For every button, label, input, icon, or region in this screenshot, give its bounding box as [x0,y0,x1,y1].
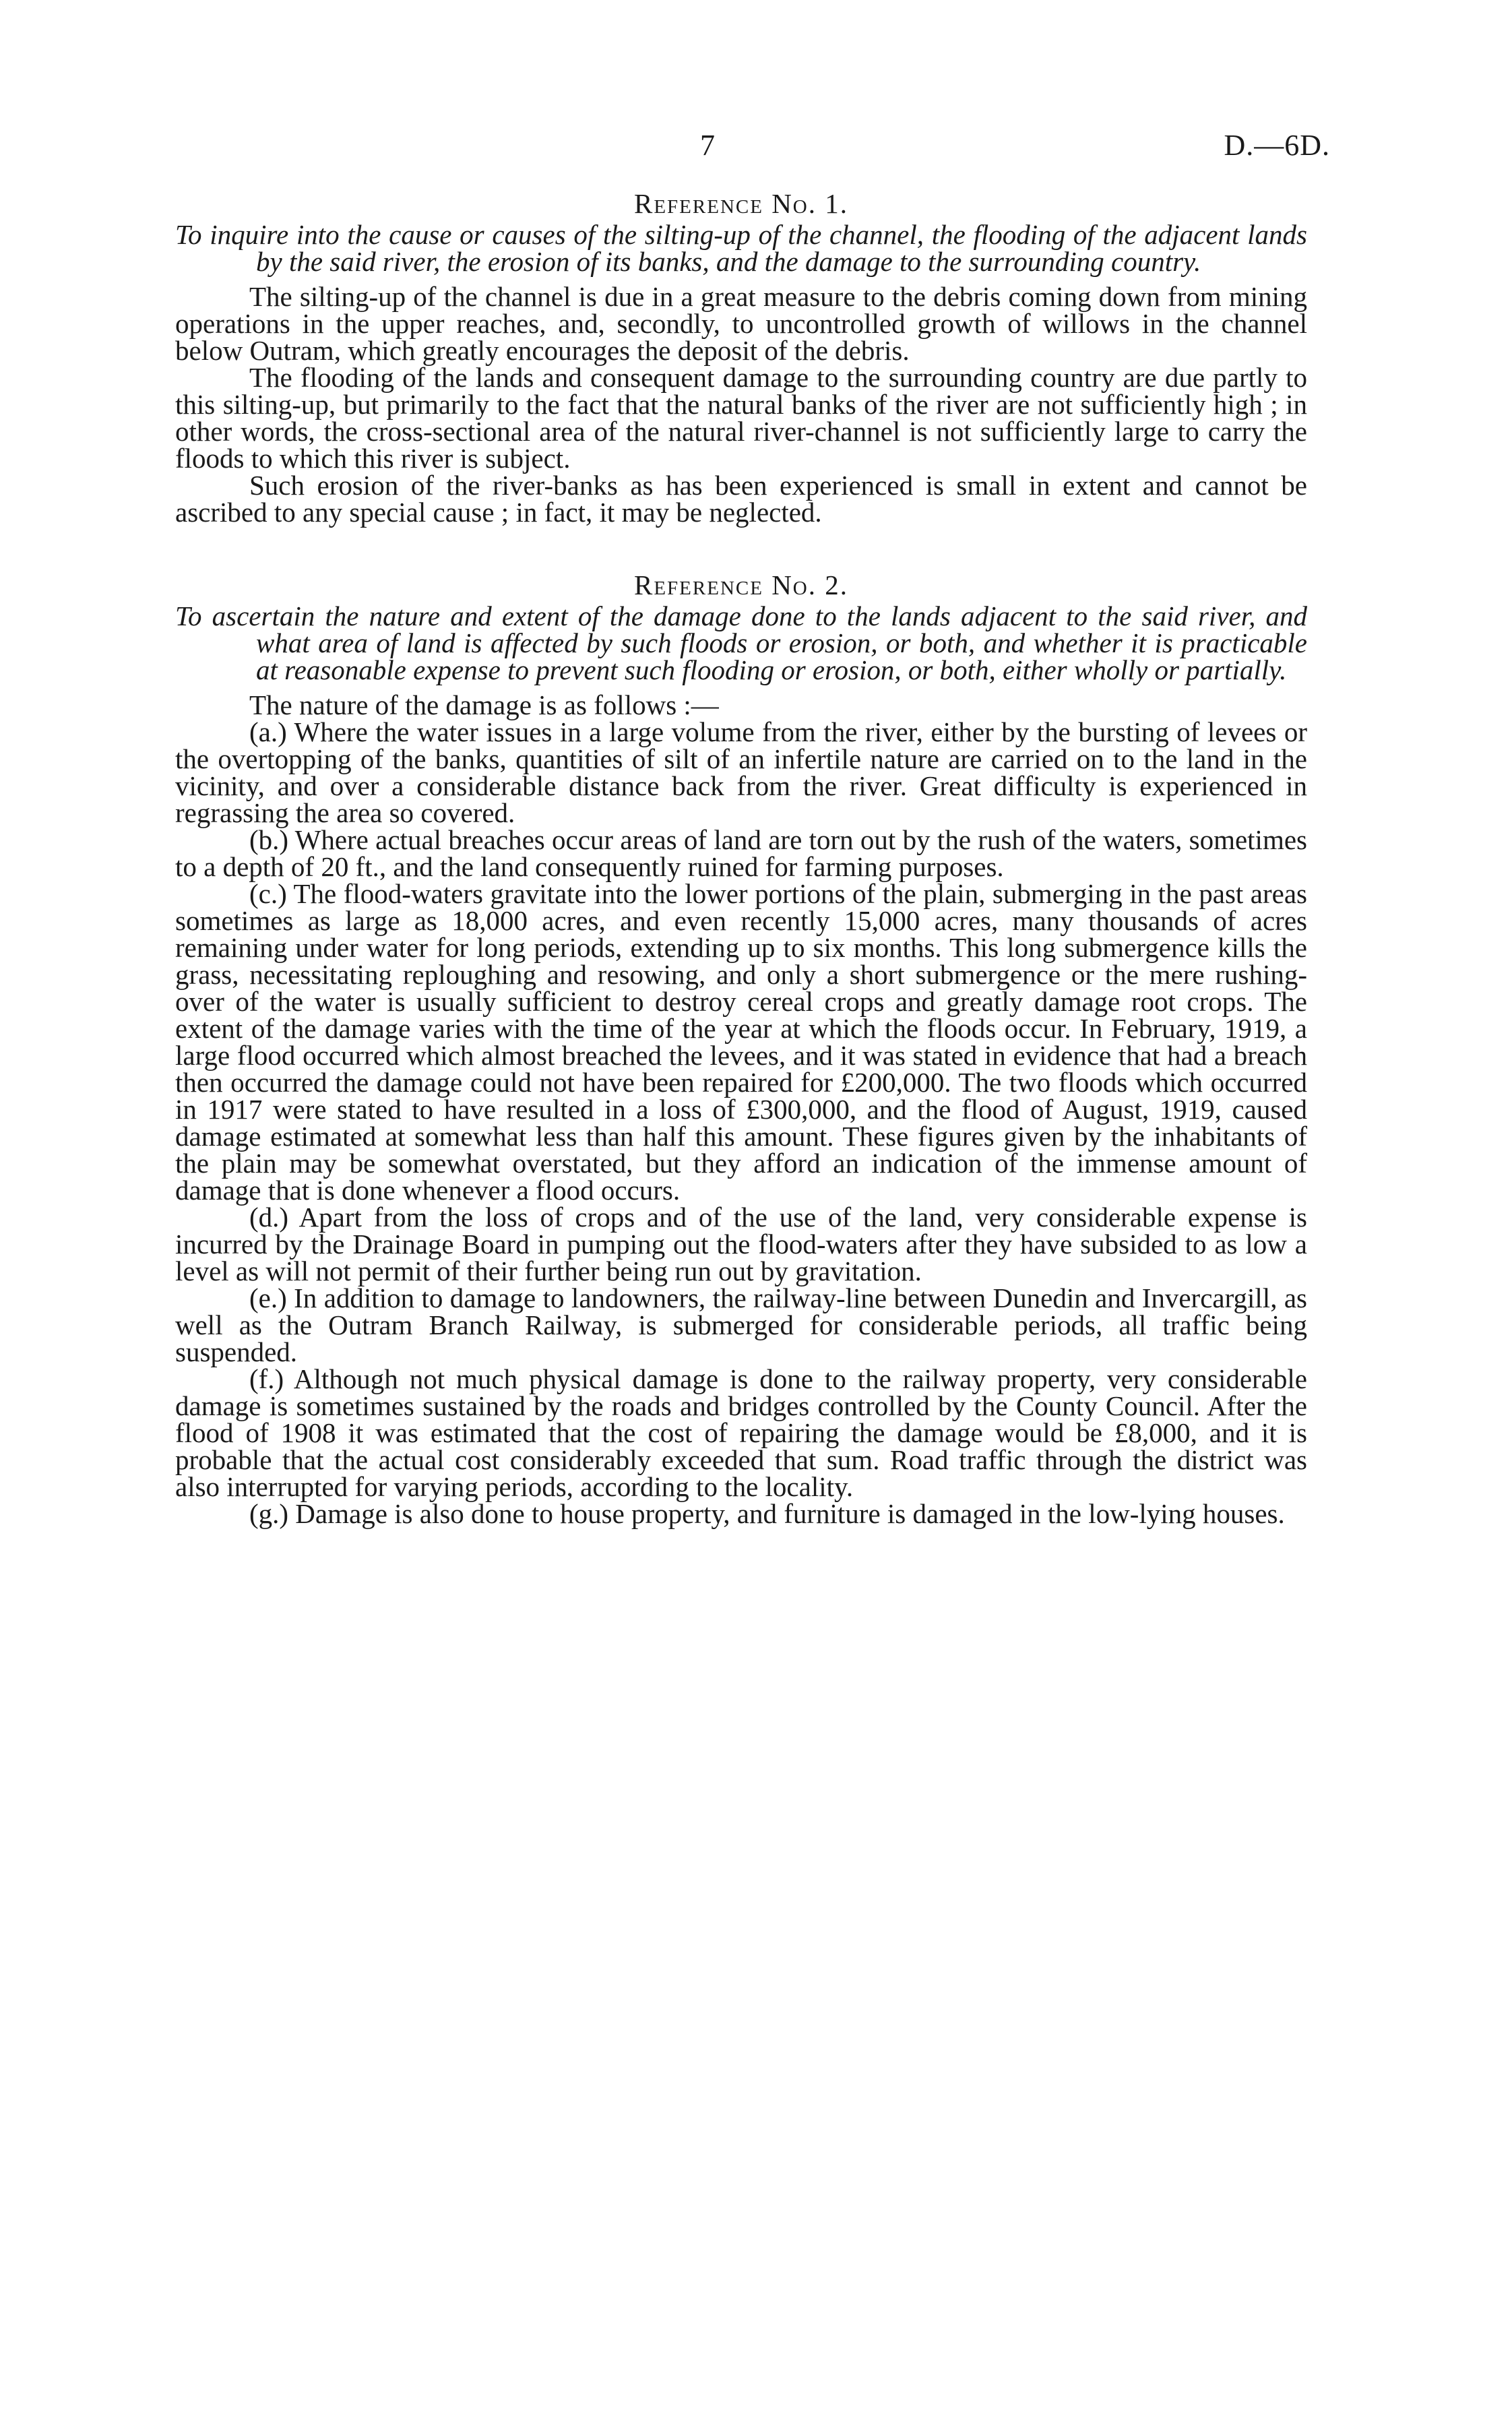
reference-2-section [175,571,1307,1527]
document-body [175,190,1307,1527]
paragraph: The flooding of the lands and consequent damage to the surrounding country are due partly to this silting-up, but primarily to the fact that the natural banks of the river are not sufficiently high ; in other words, the cross-sectional area of the natural river-channel is not sufficiently large to carry the floods to which this river is subject. [175,362,1307,474]
page-number: 7 [700,129,715,162]
reference-2-terms: To ascertain the nature and extent of the damage done to the lands adjacent to the said river, and what area of land is affected by such floods or erosion, or both, and whether it is practicable at reasonable expense to prevent such flooding or erosion, or both, either wholly or partially. [175,600,1307,685]
paragraph-item-c: (c.) The flood-waters gravitate into the lower portions of the plain, submerging in the past areas sometimes as large as 18,000 acres, and even recently 15,000 acres, many thousands of acres remaining under water for long periods, extending up to six months. This long submergence kills the grass, necessitating reploughing and resowing, and only a short submergence or the mere rushing-over of the water is usually sufficient to destroy cereal crops and greatly damage root crops. The extent of the damage varies with the time of the year at which the floods occur. In February, 1919, a large flood occurred which almost breached the levees, and it was stated in evidence that had a breach then occurred the damage could not have been repaired for £200,000. The two floods which occurred in 1917 were stated to have resulted in a loss of £300,000, and the flood of August, 1919, caused damage estimated at somewhat less than half this amount. These figures given by the inhabitants of the plain may be somewhat overstated, but they afford an indication of the immense amount of damage that is done whenever a flood occurs. [175,878,1307,1206]
paragraph-item-f: (f.) Although not much physical damage is done to the railway property, very considerable damage is sometimes sustained by the roads and bridges controlled by the County Council. After the flood of 1908 it was estimated that the cost of repairing the damage would be £8,000, and it is probable that the actual cost considerably exceeded that sum. Road traffic through the district was also interrupted for varying periods, according to the locality. [175,1363,1307,1502]
reference-2-text [175,691,1307,1527]
paragraph: The silting-up of the channel is due in a great measure to the debris coming down from mining operations in the upper reaches, and, secondly, to uncontrolled growth of willows in the channel below Outram, which greatly encourages the deposit of the debris. [175,281,1307,366]
reference-1-text [175,283,1307,526]
paragraph-item-a: (a.) Where the water issues in a large volume from the river, either by the bursting of levees or the overtopping of the banks, quantities of silt of an infertile nature are carried on to the land in the vicinity, and over a considerable distance back from the river. Great difficulty is experienced in regrassing the area so covered. [175,716,1307,828]
reference-1-section [175,190,1307,526]
paragraph: Such erosion of the river-banks as has been experienced is small in extent and cannot be ascribed to any special cause ; in fact, it may be neglected. [175,470,1307,528]
reference-2-heading: Reference No. 2. [633,569,848,600]
paragraph-item-d: (d.) Apart from the loss of crops and of the use of the land, very considerable expense is incurred by the Drainage Board in pumping out the flood-waters after they have subsided to as low a level as will not permit of their further being run out by gravitation. [175,1202,1307,1286]
paragraph-item-b: (b.) Where actual breaches occur areas of land are torn out by the rush of the waters, sometimes to a depth of 20 ft., and the land consequently ruined for farming purposes. [175,824,1307,882]
reference-1-heading: Reference No. 1. [633,188,848,219]
reference-1-terms: To inquire into the cause or causes of the silting-up of the channel, the flooding of the adjacent lands by the said river, the erosion of its banks, and the damage to the surrounding country. [175,219,1307,277]
paragraph-item-e: (e.) In addition to damage to landowners, the railway-line between Dunedin and Invercargill, as well as the Outram Branch Railway, is submerged for considerable periods, all traffic being suspended. [175,1282,1307,1367]
page-header [0,128,1512,168]
paragraph: The nature of the damage is as follows :— [249,689,719,720]
document-reference: D.—6D. [1224,129,1330,162]
paragraph-item-g: (g.) Damage is also done to house property, and furniture is damaged in the low-lying houses. [249,1498,1285,1529]
